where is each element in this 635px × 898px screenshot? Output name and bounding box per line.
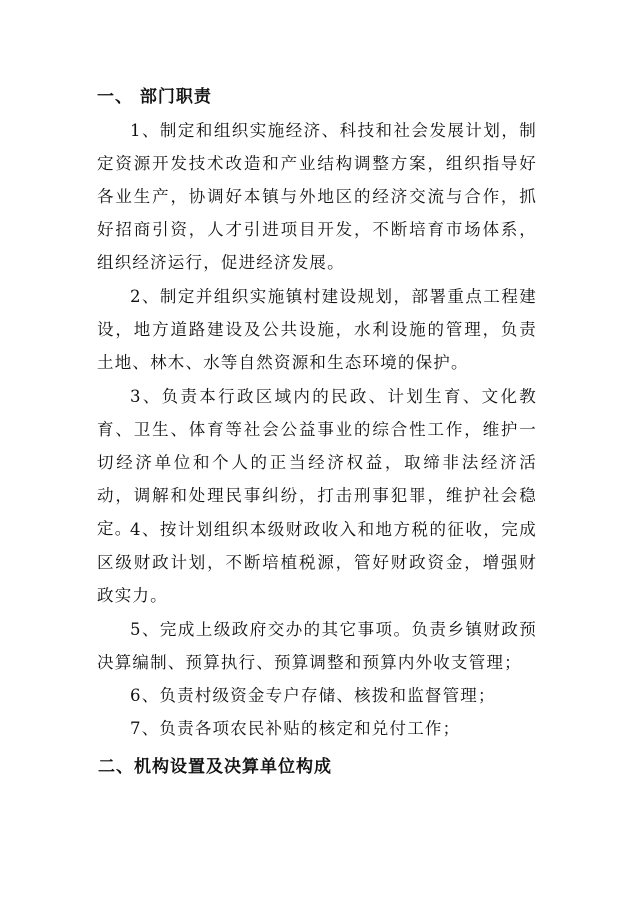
- duty-paragraph-5: 5、完成上级政府交办的其它事项。负责乡镇财政预决算编制、预算执行、预算调整和预算内外收支管理；: [97, 620, 537, 672]
- duty-paragraph-2: 2、制定并组织实施镇村建设规划，部署重点工程建设，地方道路建设及公共设施，水利设施的管理，负责土地、林木、水等自然资源和生态环境的保护。: [97, 287, 537, 372]
- duty-paragraph-3: 3、负责本行政区域内的民政、计划生育、文化教育、卫生、体育等社会公益事业的综合性工作，维护一切经济单位和个人的正当经济权益，取缔非法经济活动，调解和处理民事纠纷，打击刑事犯罪，维护社会稳定。: [97, 387, 537, 538]
- duty-paragraph-6: 6、负责村级资金专户存储、核拨和监督管理；: [130, 686, 496, 705]
- section-heading-organization: 二、机构设置及决算单位构成: [98, 757, 332, 777]
- duty-paragraph-1: 1、制定和组织实施经济、科技和社会发展计划，制定资源开发技术改造和产业结构调整方案，组织指导好各业生产，协调好本镇与外地区的经济交流与合作，抓好招商引资，人才引进项目开发，不断培育市场体系，组织经济运行，促进经济发展。: [97, 121, 537, 272]
- duty-paragraph-4: 4、按计划组织本级财政收入和地方税的征收，完成区级财政计划，不断培植税源，管好财政资金，增强财政实力。: [97, 520, 537, 605]
- duty-paragraph-7: 7、负责各项农民补贴的核定和兑付工作；: [130, 719, 461, 738]
- section-heading-department-duties: 一、 部门职责: [97, 87, 212, 107]
